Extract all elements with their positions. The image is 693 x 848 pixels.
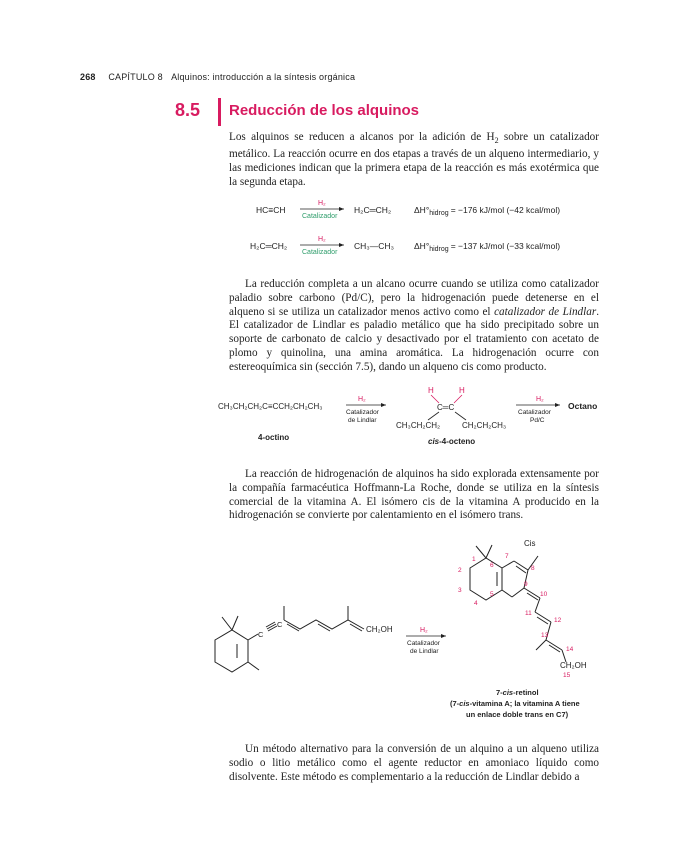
methyl-bond <box>222 617 232 630</box>
catalyst-lindlar: Catalizador <box>407 640 440 647</box>
chapter-title: Alquinos: introducción a la síntesis orgánica <box>171 72 356 82</box>
arrow-head <box>441 634 446 638</box>
product-description-2: un enlace doble trans en C7) <box>466 710 569 719</box>
reagent-h2: H₂ <box>358 396 366 403</box>
arrow-head <box>339 207 344 211</box>
catalyst-pdc: Catalizador <box>518 409 551 416</box>
product-ethane: CH₃—CH₃ <box>354 241 394 251</box>
product-description-1: (7-cis-vitamina A; la vitamina A tiene <box>450 699 580 708</box>
double-bond <box>537 617 548 624</box>
hydrogen-left: H <box>428 386 434 395</box>
substituent-propyl-left: CH₃CH₂CH₂ <box>396 421 441 430</box>
bond <box>502 561 514 568</box>
triple-bond <box>266 622 275 627</box>
reaction-octyne-lindlar <box>218 386 597 446</box>
final-product-octane: Octano <box>568 401 598 411</box>
double-bond <box>549 645 560 652</box>
arrow-head <box>381 403 386 407</box>
reactant-ethyne: HC≡CH <box>256 205 286 215</box>
substituent-propyl-right: CH₂CH₂CH₃ <box>462 421 507 430</box>
alcohol-group: CH₂OH <box>366 625 393 634</box>
cis-double-bond <box>516 566 526 573</box>
paragraph-alternative: Un método alternativo para la conversión de un alquino a un alqueno utiliza sodio o litio metálico como el agente reductor en amoniaco líquido como disolvente. Este método es complementario a la reducción de Lindlar debido a <box>229 743 599 783</box>
methyl-bond <box>476 546 486 558</box>
catalyst-pdc-2: Pd/C <box>530 417 545 424</box>
carbon-number: 15 <box>563 672 571 679</box>
retinol-precursor-structure <box>215 606 364 672</box>
chapter-label: CAPÍTULO 8 <box>108 72 163 82</box>
carbon-number: 9 <box>524 581 528 588</box>
double-bond <box>527 593 538 600</box>
methyl-bond <box>486 545 492 558</box>
carbon-number: 1 <box>472 556 476 563</box>
triple-bond <box>268 626 277 631</box>
bond <box>514 561 528 570</box>
reactant-4-octyne: CH₃CH₂CH₂C≡CCH₂CH₂CH₃ <box>218 402 323 411</box>
carbon-number: 8 <box>531 565 535 572</box>
carbon-number: 6 <box>490 562 494 569</box>
reagent-h2: H₂ <box>318 236 326 243</box>
paragraph-lindlar: La reducción completa a un alcano ocurre cuando se utiliza como catalizador paladio sobre carbono (Pd/C), pero la hidrogenación puede detenerse en el alqueno si se utiliza un catalizador menos activo como el catalizador de Lindlar. El catalizador de Lindlar es paladio metálico que ha sido precipitado sobre un soporte de carbonato de calcio y desactivado por el tratamiento con acetato de plomo y quinolina, una amina aromática. La hidrogenación ocurre con estereoquímica sin (sección 7.5), dando un alqueno cis como producto. <box>229 278 599 373</box>
section-number: 8.5 <box>175 100 201 120</box>
paragraph-intro: Los alquinos se reducen a alcanos por la adición de $H_2$ sobre un catalizador metálico. La reacción ocurre en dos etapas a través de un alqueno intermediario, y las mediciones indican que la primera etapa de la reacción es más exotérmica que la segunda etapa. <box>229 131 599 188</box>
methyl-bond <box>536 640 546 650</box>
carbon-number: 11 <box>525 610 532 617</box>
double-bond-cc: C═C <box>437 403 455 412</box>
carbon-number: 12 <box>554 617 562 624</box>
reagent-h2: H₂ <box>318 200 326 207</box>
catalyst-lindlar: Catalizador <box>346 409 379 416</box>
product-name: cis-4-octeno <box>428 437 476 446</box>
reactant-name: 4-octino <box>258 433 290 442</box>
carbon-number: 13 <box>541 632 549 639</box>
alkyne-carbon-2: C <box>277 620 283 629</box>
reaction-ethylene-hydrogenation <box>250 236 560 256</box>
catalyst-lindlar-2: de Lindlar <box>348 417 377 424</box>
bond <box>455 412 466 420</box>
cis-label: Cis <box>524 539 536 548</box>
enthalpy-value: $\Delta H^\circ_{hidrog} = -137$ kJ/mol (−33 kcal/mol) <box>414 241 561 253</box>
methyl-bond <box>512 588 524 597</box>
carbon-number: 14 <box>566 646 574 653</box>
section-title: Reducción de los alquinos <box>229 102 420 119</box>
reagent-h2: H₂ <box>420 627 428 634</box>
alcohol-group: CH₂OH <box>560 661 587 670</box>
carbon-number: 10 <box>540 591 548 598</box>
bond <box>248 634 258 640</box>
carbon-number: 7 <box>505 553 509 560</box>
product-name: 7-cis-retinol <box>496 688 539 697</box>
carbon-number: 2 <box>458 567 462 574</box>
arrow-head <box>555 403 560 407</box>
cis-retinol-structure <box>470 545 566 662</box>
arrow-head <box>339 243 344 247</box>
catalyst-lindlar-2: de Lindlar <box>410 648 439 655</box>
product-ethylene: H₂C═CH₂ <box>354 205 392 215</box>
page-number: 268 <box>80 72 96 82</box>
carbon-number: 4 <box>474 600 478 607</box>
carbon-numbering <box>458 553 574 679</box>
triple-bond <box>267 624 276 629</box>
methyl-bond <box>232 616 238 630</box>
reaction-ethyne-hydrogenation <box>256 200 560 220</box>
bond <box>431 395 439 403</box>
hydrogen-right: H <box>459 386 465 395</box>
methyl-bond <box>248 662 259 670</box>
enthalpy-value: $\Delta H^\circ_{hidrog} = -176$ kJ/mol (−42 kcal/mol) <box>414 205 561 217</box>
carbon-number: 5 <box>490 591 494 598</box>
catalyst-label: Catalizador <box>302 249 338 256</box>
carbon-number: 3 <box>458 587 462 594</box>
paragraph-vitamin-a: La reacción de hidrogenación de alquinos ha sido explorada extensamente por la compañía farmacéutica Hoffmann-La Roche, donde se utiliza en la síntesis comercial de la vitamina A. El isómero cis de la vitamina A producido en la hidrogenación se convierte por calentamiento en el isómero trans. <box>229 468 599 522</box>
bond <box>454 395 462 403</box>
reagent-h2-second: H₂ <box>536 396 544 403</box>
cyclohexene-ring <box>215 630 248 672</box>
bond <box>428 412 439 420</box>
methyl-bond <box>502 590 512 597</box>
catalyst-label: Catalizador <box>302 213 338 220</box>
reactant-ethylene: H₂C═CH₂ <box>250 241 288 251</box>
alkyne-carbon-1: C <box>258 630 264 639</box>
